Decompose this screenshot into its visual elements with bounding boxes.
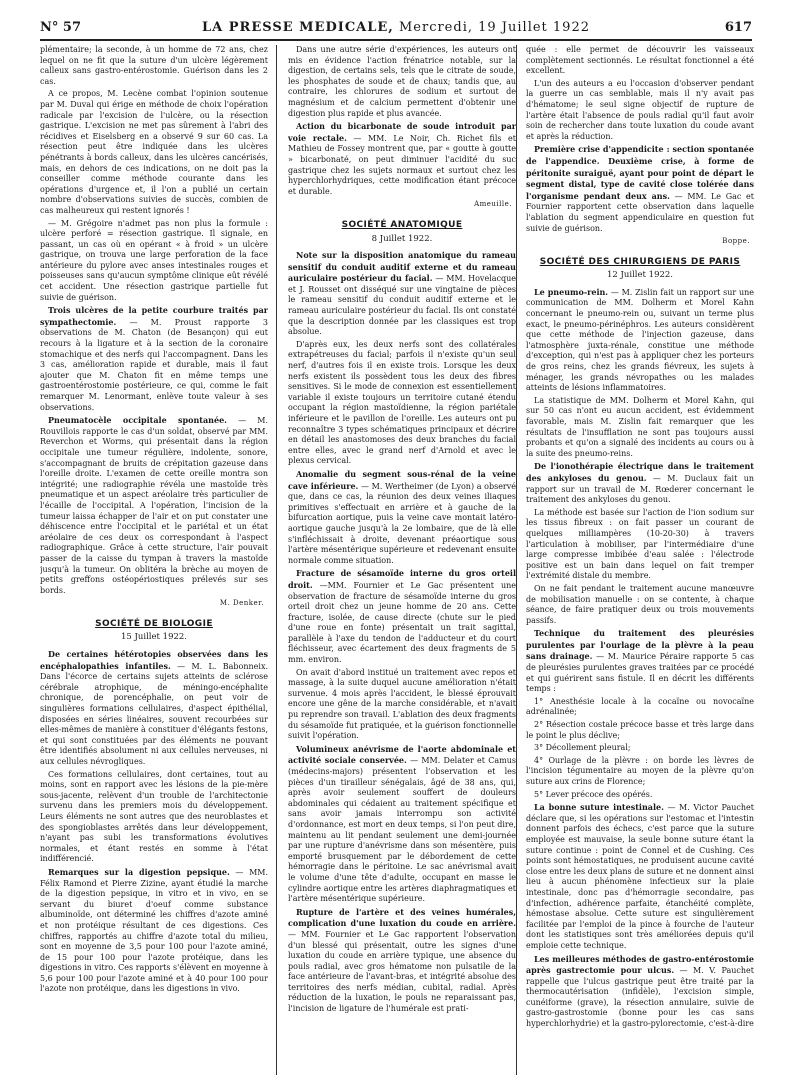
paragraph xyxy=(288,250,516,338)
paragraph xyxy=(288,744,516,905)
section-date: 8 Juillet 1922. xyxy=(371,233,433,244)
paragraph xyxy=(288,668,516,742)
paragraph-text: — M. Maurice Péraire rapporte 5 cas de pleurésies purulentes graves traitées par ce procédé et qui guérirent sans fistule. Il en décrit les différents temps : xyxy=(526,652,754,694)
paragraph-text: — M. L. Babonneix. Dans l'écorce de certains sujets atteints de sclérose cérébrale atrophique, de méningo-encéphalite chronique, de porencéphalie, on peut voir de singulières formations cellulaires, d'aspect épithélial, disposées en séries linéaires, souvent recourbées sur elles-mêmes de manière à constituer d'élégants festons, et qui sont constituées par des éléments ne pouvant être identifiés absolument ni aux cellules nerveuses, ni aux cellules névrogliques. xyxy=(40,661,268,766)
paragraph-text: — M. Victor Pauchet déclare que, si les opérations sur l'estomac et l'intestin donnent parfois des échecs, c'est parce que la suture employée est mauvaise, la seule bonne suture étant la suture continue : point de Connel et de Cushing. Ces points sont hémostatiques, ne produisent aucune cavité close entre les deux plans de suture et ne donnent ainsi lieu à aucun phénomène infectieux sur la plaie intestinale, donc pas d'hémorragie secondaire, pas d'infection, adhérence parfaite, étanchéité complète, hémostase absolue. Cette suture est singulièrement facilitée par l'emploi de la pince à fourche de l'auteur dont les statistiques sont très améliorées depuis qu'il emploie cette technique. xyxy=(526,803,754,950)
article-heading: Fracture de sésamoïde interne du gros orteil droit. xyxy=(288,568,516,590)
paragraph xyxy=(526,508,754,582)
paragraph xyxy=(526,756,754,788)
paragraph xyxy=(526,396,754,460)
paragraph xyxy=(526,628,754,695)
paragraph xyxy=(40,89,268,216)
paragraph xyxy=(526,287,754,394)
paragraph-text: A ce propos, M. Lecène combat l'opinion soutenue par M. Duval qui érige en méthode de choix l'opération radicale par l'excision de l'ulcère, ou la résection gastrique. L'excision ne met pas sûrement à l'abri des récidives et Eiselsberg en a observé 9 sur 60 cas. La résection peut être indiquée dans les ulcères pénétrants à bords calleux, dans les ulcères cancérisés, mais, en dehors de ces indications, on ne doit pas la conseiller comme méthode courante dans les opérations d'urgence et, il l'on a publié un certain nombre d'observations suivies de succès, combien de cas malheureux qui restent ignorés ! xyxy=(40,89,268,215)
paragraph-text: — M. Rouvillois rapporte le cas d'un soldat, observé par MM. Reverchon et Worms, qui présentait dans la région occipitale une tumeur régulière, indolente, sonore, s'accompagnant de bruits de crépitation gazeuse dans l'oreille droite. L'examen de cette oreille montra son intégrité; une radiographie révéla une mastoïde très pneumatique et un aspect aréolaire très particulier de l'écaille de l'occipital. A l'opération, l'incision de la tumeur laissa échapper de l'air et on put constater une déhiscence entre l'occipital et le pariétal et un état aréolaire de ces deux os correspondant à l'aspect radiographique. Grâce à cette structure, l'air pouvait passer de la caisse du tympan à travers la mastoïde jusqu'à la tumeur. On oblitéra la brèche au moyen de petits greffons ostéopériostiques prélevés sur ses bords. xyxy=(40,416,268,595)
paragraph xyxy=(288,121,516,197)
paragraph xyxy=(288,907,516,1015)
column-2 xyxy=(288,45,516,1075)
paragraph-text: Dans une autre série d'expériences, les auteurs ont mis en évidence l'action frénatrice notable, sur la digestion, de certains sels, tels que le citrate de soude, les phosphates de soude et de chaux; tandis que, au contraire, les chlorures de sodium et surtout de magnésium et de calcium permettent d'obtenir une digestion plus rapide et plus avancée. xyxy=(288,45,516,118)
paragraph xyxy=(40,45,268,87)
paragraph-text: — M. Proust rapporte 3 observations de M. Chaton (de Besançon) qui eut recours à la ligature et à la section de la coronaire stomachique et des nerfs qui l'accompagnent. Dans les 3 cas, amélioration rapide et durable, mais il faut ajouter que M. Chaton fit en même temps une gastroentérostomie postérieure, ce qui, comme le fait remarquer M. Lenormant, enlève toute valeur à ses observations. xyxy=(40,317,268,412)
paragraph xyxy=(526,802,754,951)
paragraph-text: Ces formations cellulaires, dont certaines, tout au moins, sont en rapport avec les lésions de la pie-mère sous-jacente, relèvent d'un trouble de l'architectonie survenu dans les premiers mois du développement. Leurs éléments ne sont autres que des neuroblastes et des spongioblastes arrêtés dans leur développement, n'ayant pas subi les transformations évolutives normales, et étant restés en somme à l'état indifférencié. xyxy=(40,769,268,864)
section-heading: SOCIÉTÉ DE BIOLOGIE xyxy=(95,618,213,629)
article-heading: Trois ulcères de la petite courbure traités par sympathectomie. xyxy=(40,305,268,327)
paragraph-text: —MM. Fournier et Le Gac présentent une observation de fracture de sésamoïde interne du gros orteil droit chez un jeune homme de 20 ans. Cette fracture, isolée, de cause directe (chute sur le pied d'une roue en fonte) présentait un trait sagittal, parallèle à l'axe du tendon de l'adducteur et du court fléchisseur, avec écartement des deux fragments de 5 mm. environ. xyxy=(288,580,516,665)
article-heading: Le pneumo-rein. xyxy=(534,286,609,297)
paragraph-text: plémentaire; la seconde, à un homme de 72 ans, chez lequel on ne fit que la suture d'un ulcère légèrement calleux sans gastro-entérostomie. Guérison dans les 2 cas. xyxy=(40,45,268,86)
paragraph xyxy=(40,219,268,304)
paragraph-text: quée : elle permet de découvrir les vaisseaux complètement sectionnés. Le résultat fonctionnel a été excellent. xyxy=(526,45,754,76)
paragraph-text: D'après eux, les deux nerfs sont des collatérales extrapétreuses du facial; parfois il n'existe qu'un seul nerf, d'autres fois il en existe trois. Lorsque les deux nerfs existent ils possèdent tous les deux des fibres sensitives. Si le mode de connexion est essentiellement variable il existe toujours un territoire cutané étendu occupant la région mastoïdienne, la région pariétale inférieure et le pavillon de l'oreille. Les auteurs ont pu reconnaître 3 types schématiques principaux et décrire en détail les anastomoses des deux branches du facial entre elles, avec le grand nerf d'Arnold et avec le plexus cervical. xyxy=(288,339,516,466)
paragraph xyxy=(526,954,754,1030)
journal-name: LA PRESSE MEDICALE, xyxy=(202,20,394,35)
article-heading: Rupture de l'artère et des veines humérales, complication d'une luxation du coude en arrière. xyxy=(288,906,516,929)
paragraph-text: 3° Décollement pleural; xyxy=(534,743,631,753)
paragraph-text: La méthode est basée sur l'action de l'ion sodium sur les tissus fibreux : on fait passer un courant de quelques milliampères (10-20-30) à travers l'articulation à mobiliser, par l'intermédiaire d'une large compresse imbibée d'eau salée : l'électrode positive est un bain dans lequel on fait tremper l'extrémité distale du membre. xyxy=(526,507,754,581)
section-date: 15 Juillet 1922. xyxy=(120,632,188,643)
paragraph xyxy=(526,697,754,718)
column-divider xyxy=(516,45,517,1075)
paragraph-text: L'un des auteurs a eu l'occasion d'observer pendant la guerre un cas semblable, mais il n'y avait pas d'hématome; le seul signe objectif de rupture de l'artère était l'absence de pouls radial qu'il faut avoir soin de rechercher dans toute luxation du coude avant et après la réduction. xyxy=(526,78,754,141)
paragraph-text: 1° Anesthésie locale à la cocaïne ou novocaïne adrénalinée; xyxy=(526,696,754,717)
paragraph-text: — MM. Le Gac et Fournier rapportent cette observation dans laquelle l'ablation du segment appendiculaire en question fut suivie de guérison. xyxy=(526,191,754,233)
paragraph xyxy=(40,415,268,596)
article-heading: Remarques sur la digestion pepsique. xyxy=(48,866,230,877)
paragraph xyxy=(288,45,516,119)
paragraph xyxy=(40,867,268,995)
paragraph-text: — M. Duclaux fait un rapport sur un travail de M. Rœderer concernant le traitement des ankyloses du genou. xyxy=(526,473,754,505)
article-heading: Pneumatocèle occipitale spontanée. xyxy=(48,415,227,426)
paragraph-text: 5° Lever précoce des opérés. xyxy=(534,789,653,799)
paragraph-text: — M. Grégoire n'admet pas non plus la formule : ulcère perforé = résection gastrique. Il signale, en passant, un cas où en opérant « à froid » un ulcère gastrique, on trouva une large perforation de la face antérieure du pylore avec anses intestinales rouges et poisseuses sans qu'aucun symptôme clinique eût révélé cet accident. Une résection gastrique partielle fut suivie de guérison. xyxy=(40,218,268,302)
issue-number: N° 57 xyxy=(40,20,81,35)
paragraph-text: On avait d'abord institué un traitement avec repos et massage, à la suite duquel aucune amélioration n'était survenue. 4 mois après l'accident, le blessé éprouvait encore une gêne de la marche considérable, et n'avait pu reprendre son travail. L'ablation des deux fragments du sésamoïde fut pratiquée, et la guérison fonctionnelle suivit l'opération. xyxy=(288,667,516,741)
paragraph xyxy=(526,743,754,754)
page-header xyxy=(40,18,752,38)
paragraph xyxy=(40,305,268,413)
article-heading: Anomalie du segment sous-rénal de la veine cave inférieure. xyxy=(288,468,516,491)
paragraph-text: — MM. Félix Ramond et Pierre Zizine, ayant étudié la marche de la digestion pepsique, in vitro et in vivo, en se servant du biuret d'oeuf comme substance albuminoïde, ont déterminé les chiffres d'azote aminé et non protéique résultant de ces digestions. Ces chiffres, rapportés au chiffre d'azote total du milieu, sont en moyenne de 3,5 pour 100 pour l'azote aminé, de 15 pour 100 pour l'azote protéique, dans les digestions in vitro. Ces rapports s'élèvent en moyenne à 5,6 pour 100 pour l'azote aminé et à 40 pour 100 pour l'azote non protéique, dans les digestions in vivo. xyxy=(40,867,268,994)
column-3 xyxy=(526,45,754,1075)
paragraph xyxy=(526,144,754,234)
article-heading: Technique du traitement des pleurésies purulentes par l'ourlage de la plèvre à la peau sans drainage. xyxy=(526,628,754,662)
paragraph xyxy=(40,649,268,768)
paragraph-text: — M. Zislin fait un rapport sur une communication de MM. Dolherm et Morel Kahn concernant le pneumo-rein ou, suivant un terme plus exact, le pneumo-périnéphros. Les auteurs considèrent que cette méthode de l'injection gazeuse, dans l'atmosphère juxta-rénale, constitue une méthode d'exception, qui n'est pas à appliquer chez les porteurs de gros reins, chez les grands fiévreux, les sujets à ménager, les grands névropathes ou les malades atteints de lésions inflammatoires. xyxy=(526,287,754,393)
article-heading: Première crise d'appendicite : section spontanée de l'appendice. Deuxième crise, à forme de péritonite suraiguë, ayant pour point de départ le segment distal, type de cavité close tolérée dans l'organisme pendant deux ans. xyxy=(526,144,754,201)
paragraph-text: On ne fait pendant le traitement aucune manœuvre de mobilisation manuelle : on se contente, à chaque séance, de faire pratiquer deux ou trois mouvements passifs. xyxy=(526,583,754,625)
paragraph-text: — M. Wertheimer (de Lyon) a observé que, dans ce cas, la réunion des deux veines iliaques primitives s'effectuait en arrière et à gauche de la bifurcation aortique, puis la veine cave montait latéro-aortique gauche jusqu'à la 2e lombaire, que de là elle s'infléchissait à droite, devenant préaortique sous l'artère mésentérique supérieure et redevenant ensuite normale comme situation. xyxy=(288,481,516,565)
paragraph-text: La statistique de MM. Dolherm et Morel Kahn, qui sur 50 cas n'ont eu aucun accident, est évidemment favorable, mais M. Zislin fait remarquer que les résultats de l'insufflation ne sont pas toujours aussi probants et qu'on a signalé des incidents au cours ou à la suite des pneumo-reins. xyxy=(526,395,754,458)
section-date: 12 Juillet 1922. xyxy=(606,270,674,281)
paragraph-text: — MM. Fournier et Le Gac rapportent l'observation d'un blessé qui présentait, outre les signes d'une luxation du coude en arrière typique, une absence du pouls radial, avec gros hématome non pulsatile de la face antérieure de l'avant-bras, et intégrité absolue des territoires des nerfs médian, cubital, radial. Après réduction de la luxation, le pouls ne reparaissant pas, l'incision de ligature de l'humérale est prati- xyxy=(288,929,516,1014)
header-rule xyxy=(40,39,752,41)
paragraph xyxy=(526,79,754,143)
column-1 xyxy=(40,45,268,1075)
article-heading: De l'ionothérapie électrique dans le traitement des ankyloses du genou. xyxy=(526,461,754,483)
article-heading: Volumineux anévrisme de l'aorte abdominale et activité sociale conservée. xyxy=(288,743,516,766)
article-heading: La bonne suture intestinale. xyxy=(534,802,664,813)
section-heading: SOCIÉTÉ ANATOMIQUE xyxy=(341,219,463,230)
author-signature: Ameuille. xyxy=(474,200,512,209)
paragraph-text: — MM. Hovelacque et J. Rousset ont disséqué sur une vingtaine de pièces le rameau sensitif du conduit auditif externe et le rameau auriculaire postérieur du facial. Ils ont constaté que la description donnée par les classiques est trop absolue. xyxy=(288,274,516,337)
column-divider xyxy=(276,45,277,1075)
article-heading: Note sur la disposition anatomique du rameau sensitif du conduit auditif externe et du rameau auriculaire postérieur du facial. xyxy=(288,250,516,284)
paragraph xyxy=(526,45,754,77)
paragraph-text: — M. V. Pauchet rappelle que l'ulcus gastrique peut être traité par la thermocautérisation (infidèle), l'excision simple, cunéiforme (grave), la résection annulaire, suivie de gastro-gastrostomie (bonne pour les cas sans hyperchlorhydrie) et la gastro-pylorectomie, c'est-à-dire xyxy=(526,966,754,1029)
section-heading: SOCIÉTÉ DES CHIRURGIENS DE PARIS xyxy=(539,256,741,267)
article-heading: Action du bicarbonate de soude introduit par voie rectale. xyxy=(288,121,516,143)
author-signature: M. Denker. xyxy=(219,599,264,608)
article-heading: De certaines hétérotopies observées dans les encéphalopathies infantiles. xyxy=(40,649,268,671)
paragraph-text: — MM. Le Noir, Ch. Richet fils et Mathieu de Fossey montrent que, par « goutte à goutte » bicarbonaté, on peut diminuer l'acidité du suc gastrique chez les sujets normaux et surtout chez les hyperchlorhydriques, cette modification étant précoce et durable. xyxy=(288,133,516,196)
paragraph-text: 2° Résection costale précoce basse et très large dans le point le plus déclive; xyxy=(526,720,754,740)
paragraph xyxy=(526,584,754,626)
paragraph xyxy=(526,790,754,801)
paragraph xyxy=(288,340,516,467)
paragraph xyxy=(526,461,754,505)
paragraph-text: 4° Ourlage de la plèvre : on borde les lèvres de l'incision tégumentaire au moyen de la plèvre qu'on suture aux crins de Florence; xyxy=(526,755,754,786)
paragraph xyxy=(288,568,516,665)
paragraph xyxy=(288,469,516,566)
masthead-title xyxy=(40,20,752,35)
page-number: 617 xyxy=(724,20,752,35)
paragraph xyxy=(40,770,268,865)
paragraph xyxy=(526,720,754,741)
paragraph-text: — MM. Delater et Camus (médecins-majors) présentent l'observation et les pièces d'un tirailleur sénégalais, âgé de 38 ans, qui, après avoir seulement souffert de douleurs abdominales qui cédaient au traitement spécifique et sans avoir jamais interrompu son activité d'ordonnance, est mort en deux temps, si l'on peut dire, maintenu au lit pendant seulement une demi-journée par une rupture d'anévrisme dans son mésentère, puis emporté brusquement par le débordement de cette hémorragie dans le péritoine. Le sac anévrismal avait le volume d'une tête d'adulte, occupant en masse le cylindre aortique entre les artères diaphragmatiques et l'artère mésentérique supérieure. xyxy=(288,756,516,904)
author-signature: Boppe. xyxy=(722,237,750,246)
article-heading: Les meilleures méthodes de gastro-entérostomie après gastrectomie pour ulcus. xyxy=(526,953,754,976)
issue-date: Mercredi, 19 Juillet 1922 xyxy=(398,20,590,35)
